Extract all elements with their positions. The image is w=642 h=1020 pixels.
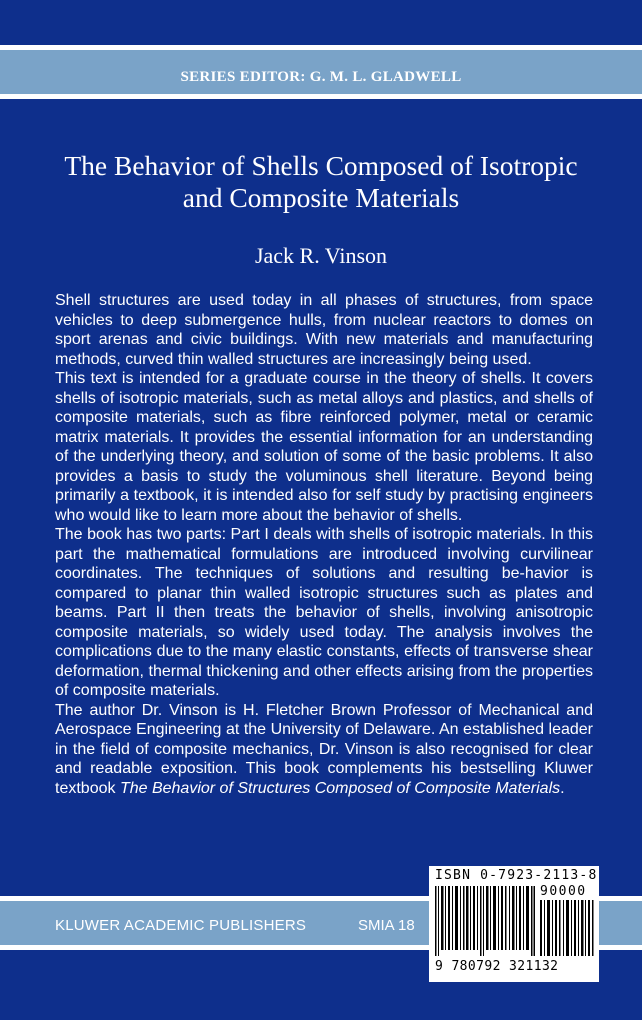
top-banner xyxy=(0,45,642,99)
barcode-box xyxy=(429,866,599,982)
ean-number: 9 780792 321132 xyxy=(435,959,559,974)
price-barcode-graphic xyxy=(540,900,594,956)
referenced-book-title: The Behavior of Structures Composed of Composite Materials xyxy=(119,779,561,797)
publisher-name: KLUWER ACADEMIC PUBLISHERS xyxy=(55,917,307,934)
series-editor: SERIES EDITOR: G. M. L. GLADWELL xyxy=(180,69,462,85)
price-code: 90000 xyxy=(540,884,587,899)
blurb-paragraph-3: The book has two parts: Part I deals with shells of isotropic materials. In this part the mathematical formulations are introduced involving curvilinear coordinates. The techniques of solutions and resulting be-havior is compared to planar thin walled isotropic structures such as plates and beams. Part II then treats the behavior of shells, involving anisotropic composite materials, so widely used today. The analysis involves the complications due to the many elastic constants, effects of transverse shear deformation, thermal thickening and other effects arising from the properties of composite materials. xyxy=(55,526,593,699)
isbn-text: ISBN 0-7923-2113-8 xyxy=(435,868,598,883)
blurb xyxy=(55,291,593,798)
ean-barcode-graphic xyxy=(435,886,535,956)
book-title xyxy=(30,150,612,214)
blurb-paragraph-1: Shell structures are used today in all phases of structures, from space vehicles to deep submergence hulls, from nuclear reactors to domes on sport arenas and civic buildings. With new materials and manufacturing methods, curved thin walled structures are increasingly being used. xyxy=(55,292,593,368)
title-line-1: The Behavior of Shells Composed of Isotropic xyxy=(64,150,578,181)
blurb-paragraph-2: This text is intended for a graduate course in the theory of shells. It covers shells of isotropic materials, such as metal alloys and plastics, and shells of composite materials, such as fibre reinforced polymer, metal or ceramic matrix materials. It provides the essential information for an understanding of the underlying theory, and solution of some of the basic problems. It also provides a basis to study the voluminous shell literature. Beyond being primarily a textbook, it is intended also for self study by practising engineers who would like to learn more about the behavior of shells. xyxy=(55,370,593,524)
blurb-paragraph-4-end: . xyxy=(560,779,565,797)
author-name: Jack R. Vinson xyxy=(254,243,388,268)
blurb-paragraph-4-text: The author Dr. Vinson is H. Fletcher Brown Professor of Mechanical and Aerospace Engineering at the University of Delaware. An established leader in the field of composite mechanics, Dr. Vinson is also recognised for clear and readable exposition. This book complements his bestselling Kluwer textbook xyxy=(55,701,593,797)
series-code: SMIA 18 xyxy=(358,917,415,934)
title-line-2: and Composite Materials xyxy=(182,182,460,213)
blurb-paragraph-4 xyxy=(55,701,593,799)
